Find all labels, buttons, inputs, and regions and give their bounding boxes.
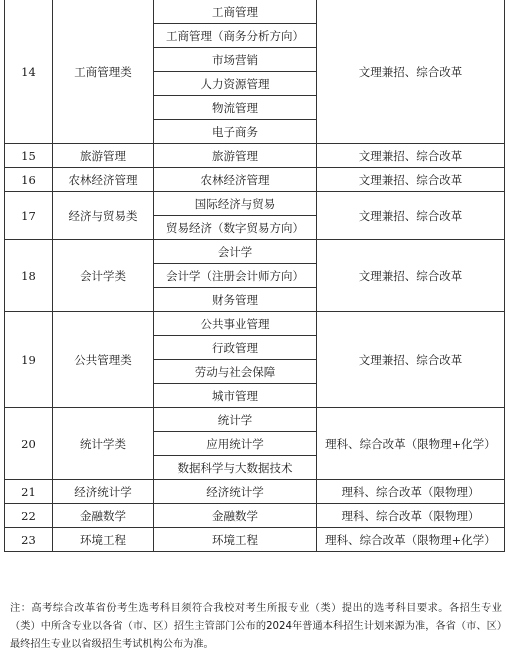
table-row (5, 504, 505, 528)
category-cell: 公共管理类 (53, 312, 154, 408)
footnote: 注：高考综合改革省份考生选考科目须符合我校对考生所报专业（类）提出的选考科目要求。各招生专业（类）中所含专业以各省（市、区）招生主管部门公布的2024年普通本科招生计划来源为准，各省（市、区）最终招生专业以省级招生考试机构公布为准。 (10, 603, 502, 650)
row-number: 14 (5, 0, 53, 144)
requirement-cell: 文理兼招、综合改革 (317, 168, 505, 192)
major-cell: 农林经济管理 (154, 168, 317, 192)
category-cell: 金融数学 (53, 504, 154, 528)
major-cell: 行政管理 (154, 336, 317, 360)
major-cell: 公共事业管理 (154, 312, 317, 336)
category-cell: 旅游管理 (53, 144, 154, 168)
category-cell: 经济与贸易类 (53, 192, 154, 240)
row-number: 19 (5, 312, 53, 408)
major-cell: 应用统计学 (154, 432, 317, 456)
category-cell: 经济统计学 (53, 480, 154, 504)
major-cell: 工商管理 (154, 0, 317, 24)
major-cell: 物流管理 (154, 96, 317, 120)
row-number: 20 (5, 408, 53, 480)
row-number: 22 (5, 504, 53, 528)
requirement-cell: 理科、综合改革（限物理+化学） (317, 408, 505, 480)
table-row (5, 168, 505, 192)
requirement-cell: 文理兼招、综合改革 (317, 144, 505, 168)
major-cell: 市场营销 (154, 48, 317, 72)
row-number: 23 (5, 528, 53, 552)
table-body (5, 0, 505, 552)
requirement-cell: 理科、综合改革（限物理） (317, 480, 505, 504)
table-row (5, 240, 505, 264)
table-row (5, 528, 505, 552)
major-cell: 贸易经济（数字贸易方向） (154, 216, 317, 240)
major-cell: 会计学（注册会计师方向） (154, 264, 317, 288)
requirement-cell: 文理兼招、综合改革 (317, 312, 505, 408)
major-cell: 人力资源管理 (154, 72, 317, 96)
row-number: 15 (5, 144, 53, 168)
requirement-cell: 文理兼招、综合改革 (317, 192, 505, 240)
major-cell: 财务管理 (154, 288, 317, 312)
requirement-cell: 文理兼招、综合改革 (317, 0, 505, 144)
major-cell: 城市管理 (154, 384, 317, 408)
major-cell: 劳动与社会保障 (154, 360, 317, 384)
row-number: 21 (5, 480, 53, 504)
table-row (5, 144, 505, 168)
major-cell: 旅游管理 (154, 144, 317, 168)
category-cell: 农林经济管理 (53, 168, 154, 192)
category-cell: 工商管理类 (53, 0, 154, 144)
row-number: 18 (5, 240, 53, 312)
requirement-cell: 文理兼招、综合改革 (317, 240, 505, 312)
major-cell: 环境工程 (154, 528, 317, 552)
major-cell: 经济统计学 (154, 480, 317, 504)
requirement-cell: 理科、综合改革（限物理+化学） (317, 528, 505, 552)
admission-requirements-table (4, 0, 505, 552)
table-row (5, 0, 505, 24)
major-cell: 金融数学 (154, 504, 317, 528)
category-cell: 环境工程 (53, 528, 154, 552)
major-cell: 数据科学与大数据技术 (154, 456, 317, 480)
major-cell: 国际经济与贸易 (154, 192, 317, 216)
table-row (5, 408, 505, 432)
major-cell: 电子商务 (154, 120, 317, 144)
table-row (5, 192, 505, 216)
requirement-cell: 理科、综合改革（限物理） (317, 504, 505, 528)
table-row (5, 480, 505, 504)
major-cell: 工商管理（商务分析方向） (154, 24, 317, 48)
table-row (5, 312, 505, 336)
row-number: 17 (5, 192, 53, 240)
major-cell: 会计学 (154, 240, 317, 264)
category-cell: 统计学类 (53, 408, 154, 480)
row-number: 16 (5, 168, 53, 192)
category-cell: 会计学类 (53, 240, 154, 312)
major-cell: 统计学 (154, 408, 317, 432)
